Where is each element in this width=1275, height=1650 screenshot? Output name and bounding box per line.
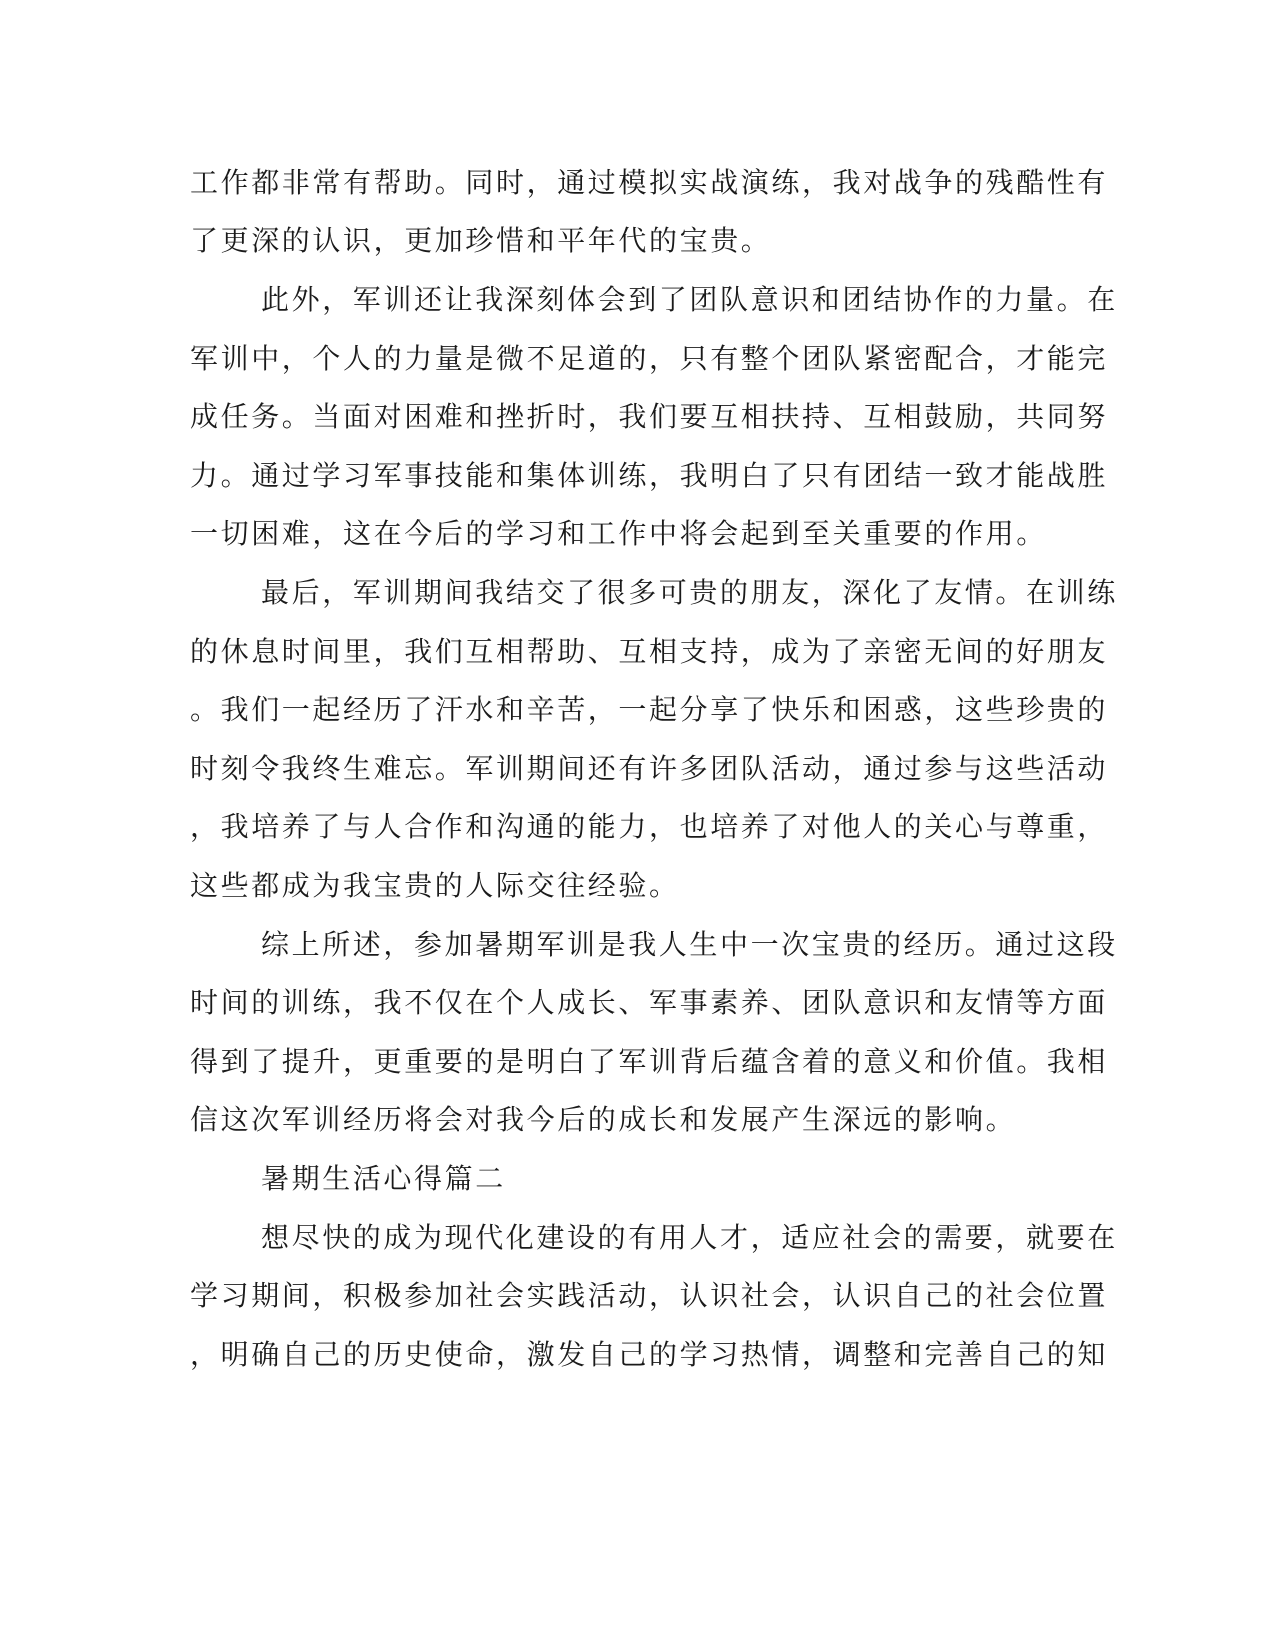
text-line: 工作都非常有帮助。同时，通过模拟实战演练，我对战争的残酷性有 [190, 166, 1109, 199]
section-heading: 暑期生活心得篇二 [261, 1162, 506, 1195]
text-line: 了更深的认识，更加珍惜和平年代的宝贵。 [190, 224, 772, 257]
text-line: 信这次军训经历将会对我今后的成长和发展产生深远的影响。 [190, 1103, 1017, 1136]
text-line: 时刻令我终生难忘。军训期间还有许多团队活动，通过参与这些活动 [190, 752, 1109, 785]
paragraph-first-line: 最后，军训期间我结交了很多可贵的朋友，深化了友情。在训练 [261, 576, 1118, 609]
text-line: 军训中，个人的力量是微不足道的，只有整个团队紧密配合，才能完 [190, 342, 1109, 375]
paragraph-first-line: 想尽快的成为现代化建设的有用人才，适应社会的需要，就要在 [261, 1221, 1118, 1254]
paragraph-first-line: 综上所述，参加暑期军训是我人生中一次宝贵的经历。通过这段 [261, 928, 1118, 961]
text-line: 成任务。当面对困难和挫折时，我们要互相扶持、互相鼓励，共同努 [190, 400, 1109, 433]
paragraph-first-line: 此外，军训还让我深刻体会到了团队意识和团结协作的力量。在 [261, 283, 1118, 316]
text-line: 学习期间，积极参加社会实践活动，认识社会，认识自己的社会位置 [190, 1279, 1109, 1312]
text-line: 的休息时间里，我们互相帮助、互相支持，成为了亲密无间的好朋友 [190, 635, 1109, 668]
text-line: 时间的训练，我不仅在个人成长、军事素养、团队意识和友情等方面 [190, 986, 1109, 1019]
text-line: 力。通过学习军事技能和集体训练，我明白了只有团结一致才能战胜 [190, 459, 1109, 492]
text-line: 一切困难，这在今后的学习和工作中将会起到至关重要的作用。 [190, 517, 1047, 550]
text-line: 这些都成为我宝贵的人际交往经验。 [190, 869, 680, 902]
text-line: 得到了提升，更重要的是明白了军训背后蕴含着的意义和价值。我相 [190, 1045, 1109, 1078]
text-line: ，我培养了与人合作和沟通的能力，也培养了对他人的关心与尊重， [190, 810, 1109, 843]
text-line: ，明确自己的历史使命，激发自己的学习热情，调整和完善自己的知 [190, 1338, 1109, 1371]
text-line: 。我们一起经历了汗水和辛苦，一起分享了快乐和困惑，这些珍贵的 [190, 693, 1109, 726]
